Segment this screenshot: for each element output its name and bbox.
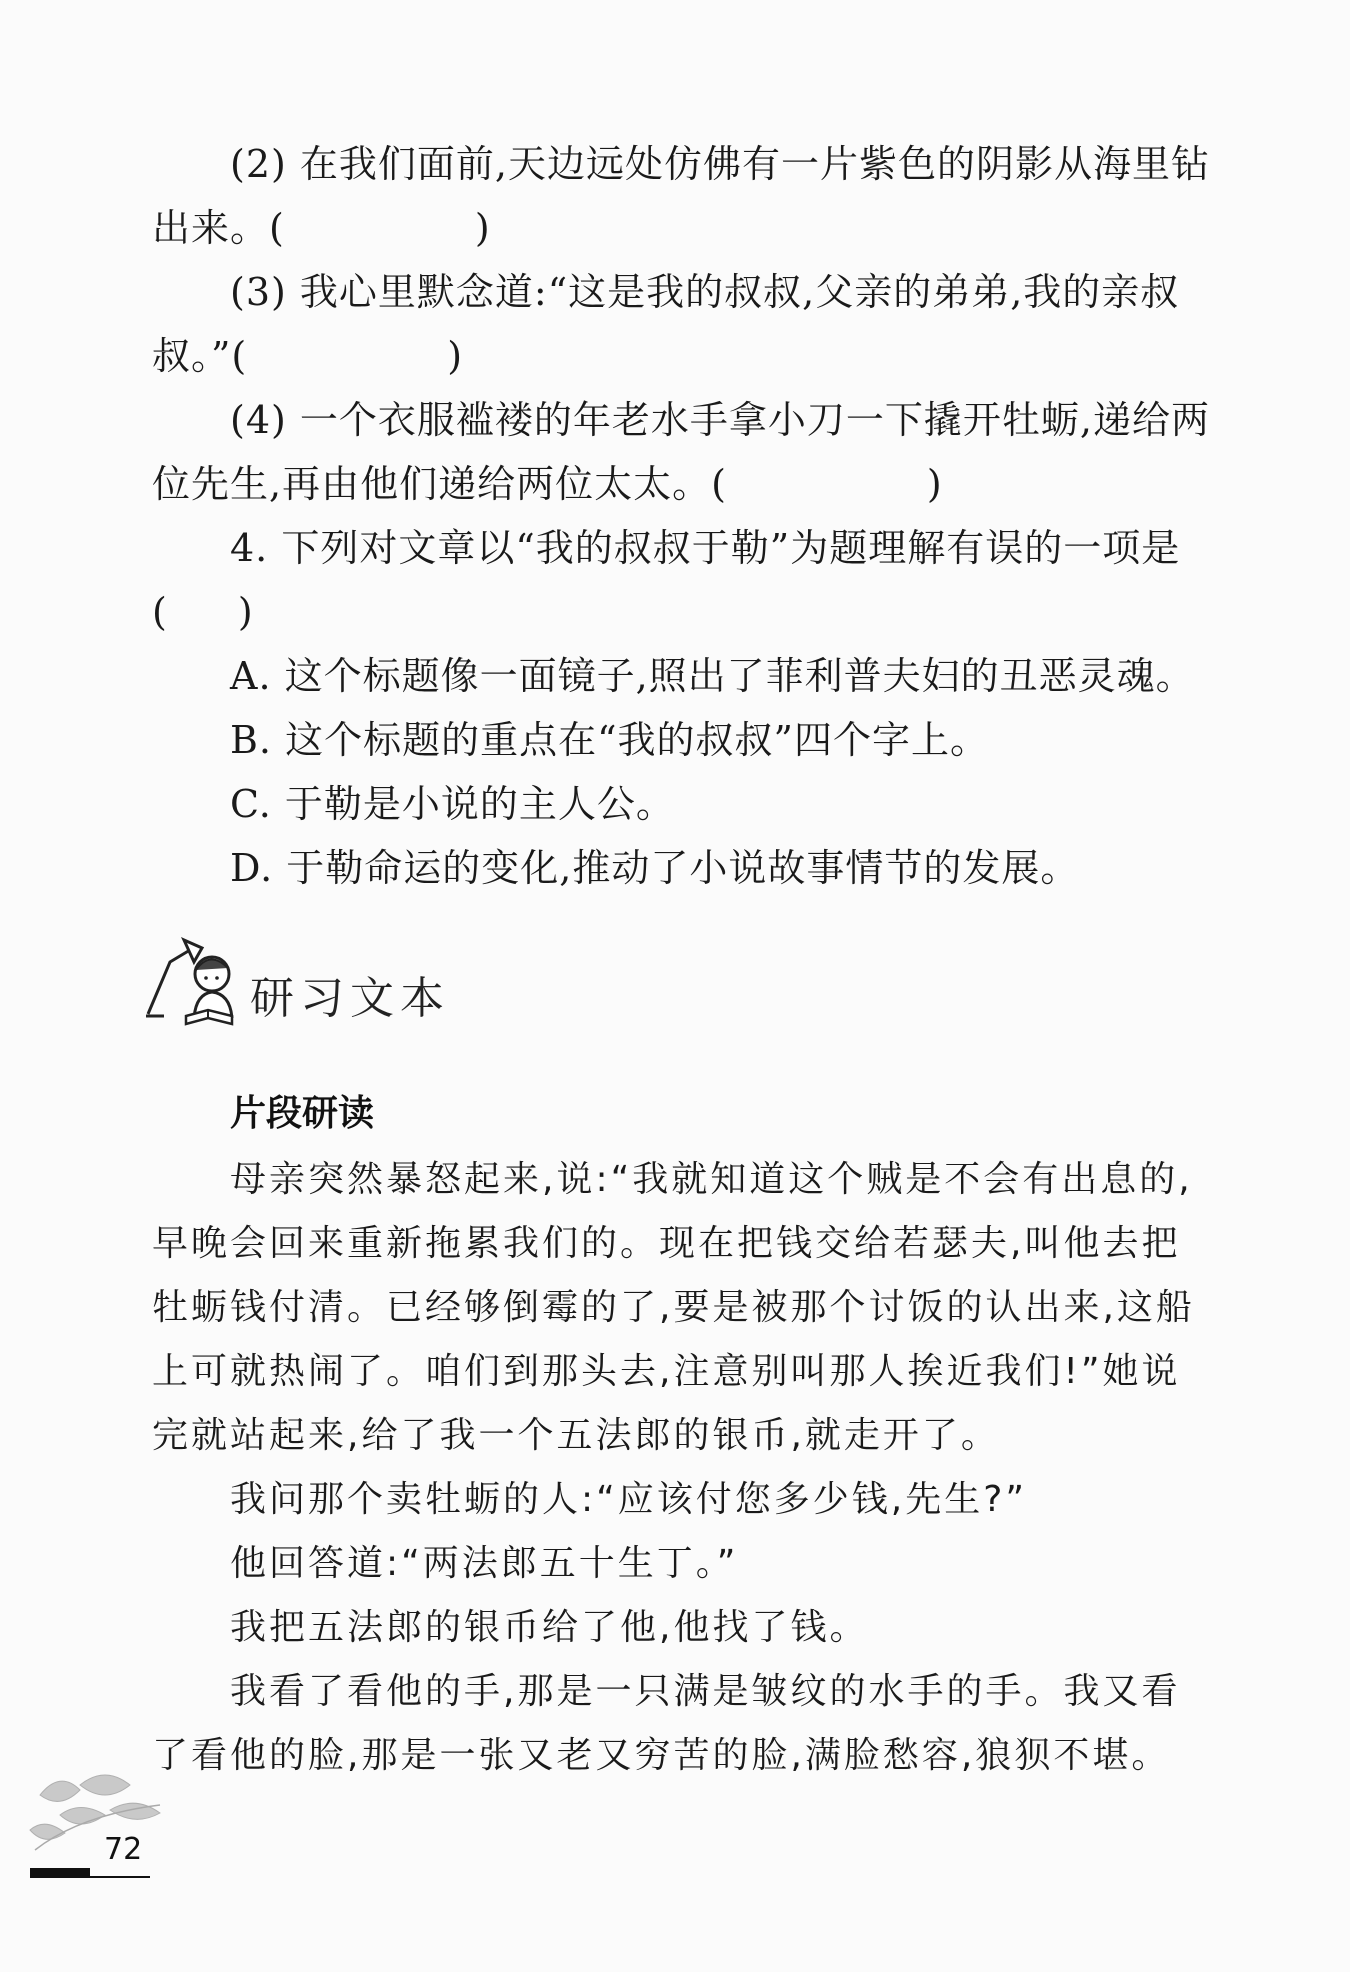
- q3-item-4-line2: 位先生,再由他们递给两位太太。( ): [152, 462, 943, 506]
- q3-item-3-line2: 叔。”( ): [152, 334, 464, 378]
- excerpt-heading: 片段研读: [230, 1093, 375, 1134]
- excerpt-line: 牡蛎钱付清。已经够倒霉的了,要是被那个讨饭的认出来,这船: [152, 1287, 1195, 1328]
- excerpt-line: 我问那个卖牡蛎的人:“应该付您多少钱,先生?”: [230, 1479, 1027, 1520]
- excerpt-line: 早晚会回来重新拖累我们的。现在把钱交给若瑟夫,叫他去把: [152, 1223, 1181, 1264]
- section-title: 研习文本: [250, 973, 450, 1024]
- q4-option-c: C. 于勒是小说的主人公。: [230, 782, 675, 826]
- leaves-icon: [20, 1755, 170, 1865]
- page-bar: [30, 1868, 90, 1876]
- excerpt-line: 他回答道:“两法郎五十生丁。”: [230, 1543, 739, 1584]
- page-rule: [30, 1876, 150, 1878]
- excerpt-line: 我把五法郎的银币给了他,他找了钱。: [230, 1607, 869, 1648]
- q4-option-d: D. 于勒命运的变化,推动了小说故事情节的发展。: [230, 846, 1080, 890]
- q4-option-b: B. 这个标题的重点在“我的叔叔”四个字上。: [230, 718, 989, 762]
- q4-stem-line2: ( ): [152, 590, 254, 634]
- q4-option-a: A. 这个标题像一面镜子,照出了菲利普夫妇的丑恶灵魂。: [230, 654, 1195, 698]
- q3-item-3-line1: (3) 我心里默念道:“这是我的叔叔,父亲的弟弟,我的亲叔: [230, 270, 1180, 314]
- excerpt-line: 完就站起来,给了我一个五法郎的银币,就走开了。: [152, 1415, 1000, 1456]
- q4-stem-line1: 4. 下列对文章以“我的叔叔于勒”为题理解有误的一项是: [230, 526, 1181, 570]
- reading-child-icon: [140, 922, 250, 1032]
- excerpt-line: 我看了看他的手,那是一只满是皱纹的水手的手。我又看: [230, 1671, 1181, 1712]
- excerpt-line: 上可就热闹了。咱们到那头去,注意别叫那人挨近我们!”她说: [152, 1351, 1181, 1392]
- q3-item-2-line1: (2) 在我们面前,天边远处仿佛有一片紫色的阴影从海里钻: [230, 142, 1210, 186]
- page-number: 72: [104, 1832, 143, 1867]
- excerpt-line: 母亲突然暴怒起来,说:“我就知道这个贼是不会有出息的,: [230, 1159, 1193, 1200]
- excerpt-line: 了看他的脸,那是一张又老又穷苦的脸,满脸愁容,狼狈不堪。: [152, 1735, 1171, 1776]
- q3-item-4-line1: (4) 一个衣服褴褛的年老水手拿小刀一下撬开牡蛎,递给两: [230, 398, 1210, 442]
- q3-item-2-line2: 出来。( ): [152, 206, 491, 250]
